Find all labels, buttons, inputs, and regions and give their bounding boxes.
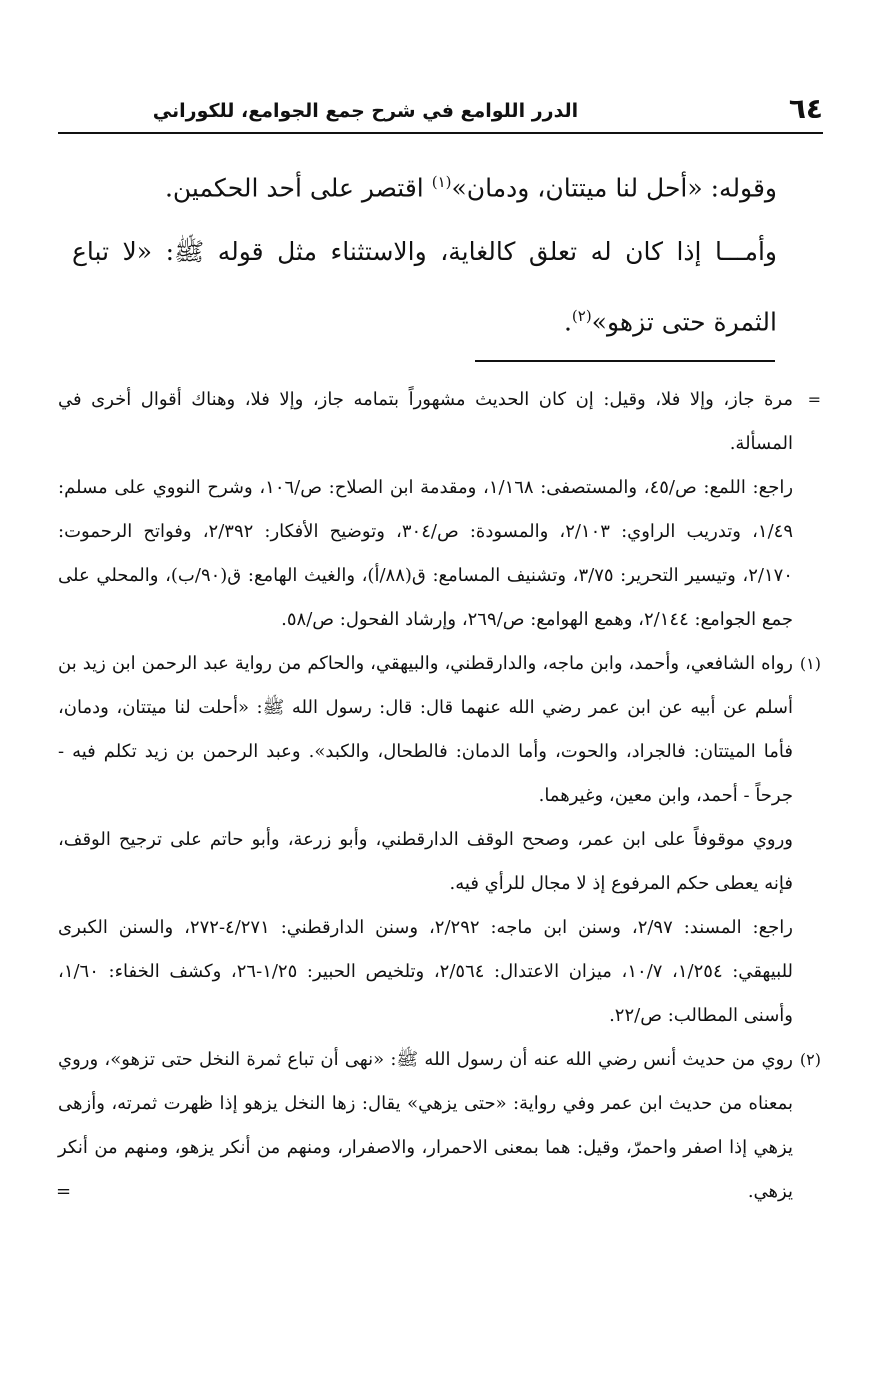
main-paragraph-1-tail: اقتصر على أحد الحكمين. (164, 173, 432, 203)
footnote-1-text-2: وروي موقوفاً على ابن عمر، وصحح الوقف الدارقطني، وأبو زرعة، وأبو حاتم على ترجيح الوقف، فإنه يعطى حكم المرفوع إذ لا مجال للرأي فيه. (58, 829, 793, 894)
footnote-continuation-refs: راجع: اللمع: ص/٤٥، والمستصفى: ١/١٦٨، ومقدمة ابن الصلاح: ص/١٠٦، وشرح النووي على مسلم: ١/٤٩، وتدريب الراوي: ٢/١٠٣، والمسودة: ص/٣٠٤، وتوضيح الأفكار: ٢/٣٩٢، وفواتح الرحموت: ٢/١٧٠، وتيسير التحرير: ٣/٧٥، وتشنيف المسامع: ق(٨٨/أ)، والغيث الهامع: ق(٩٠/ب)، والمحلي على جمع الجوامع: ٢/١٤٤، وهمع الهوامع: ص/٢٦٩، وإرشاد الفحول: ص/٥٨. (58, 477, 794, 630)
footnote-ref-1: (١) (431, 173, 452, 191)
continuation-marker: = (807, 390, 821, 409)
footnote-continuation (58, 378, 821, 466)
main-text (72, 150, 777, 355)
continues-next-page-marker: = (56, 1181, 72, 1202)
page-header (58, 92, 823, 134)
footnote-continuation-references (58, 466, 793, 642)
footnote-continuation-text: مرة جاز، وإلا فلا، وقيل: إن كان الحديث مشهوراً بتمامه جاز، وإلا فلا، وهناك أقوال أخرى في المسألة. (58, 389, 793, 454)
footnote-1 (58, 642, 821, 818)
main-paragraph-2-tail: . (563, 307, 572, 337)
main-paragraph-2-text: وأمـــا إذا كان له تعلق كالغاية، والاستثناء مثل قوله ﷺ: «لا تباع الثمرة حتى تزهو» (72, 237, 777, 337)
page-number: ٦٤ (788, 92, 823, 125)
footnotes (56, 378, 821, 1214)
footnote-1-continued (58, 818, 793, 906)
main-paragraph-2 (72, 220, 777, 354)
footnote-1-text: رواه الشافعي، وأحمد، وابن ماجه، والدارقطني، والبيهقي، والحاكم من رواية عبد الرحمن ابن زيد بن أسلم عن أبيه عن ابن عمر رضي الله عنهما قال: قال: رسول الله ﷺ: «أحلت لنا ميتتان، ودمان، فأما الميتتان: فالجراد، والحوت، وأما الدمان: فالطحال، والكبد». وعبد الرحمن بن زيد تكلم فيه - جرحاً - أحمد، وابن معين، وغيرهما. (58, 653, 793, 806)
footnote-2-text: روي من حديث أنس رضي الله عنه أن رسول الله ﷺ: «نهى أن تباع ثمرة النخل حتى تزهو»، وروي بمعناه من حديث ابن عمر وفي رواية: «حتى يزهي» يقال: زها النخل يزهو إذا ظهرت ثمرته، وأزهى يزهي إذا اصفر واحمرّ، وقيل: هما بمعنى الاحمرار، والاصفرار، ومنهم من أنكر يزهو، ومنهم من أنكر يزهي. (58, 1049, 793, 1202)
main-paragraph-1-text: وقوله: «أحل لنا ميتتان، ودمان» (451, 173, 777, 203)
footnote-1-refs: راجع: المسند: ٢/٩٧، وسنن ابن ماجه: ٢/٢٩٢، وسنن الدارقطني: ٤/٢٧١-٢٧٢، والسنن الكبرى للبيهقي: ١/٢٥٤، ١٠/٧، ميزان الاعتدال: ٢/٥٦٤، وتلخيص الحبير: ١/٢٥-٢٦، وكشف الخفاء: ١/٦٠، وأسنى المطالب: ص/٢٢. (58, 917, 794, 1026)
footnote-1-marker: (١) (799, 654, 821, 673)
footnote-separator (475, 360, 775, 362)
main-paragraph-1 (72, 150, 777, 220)
running-title: الدرر اللوامع في شرح جمع الجوامع، للكوراني (152, 100, 579, 122)
footnote-ref-2: (٢) (571, 307, 592, 326)
footnote-2-marker: (٢) (799, 1050, 821, 1069)
footnote-1-references (58, 906, 793, 1038)
footnote-2 (56, 1038, 821, 1214)
